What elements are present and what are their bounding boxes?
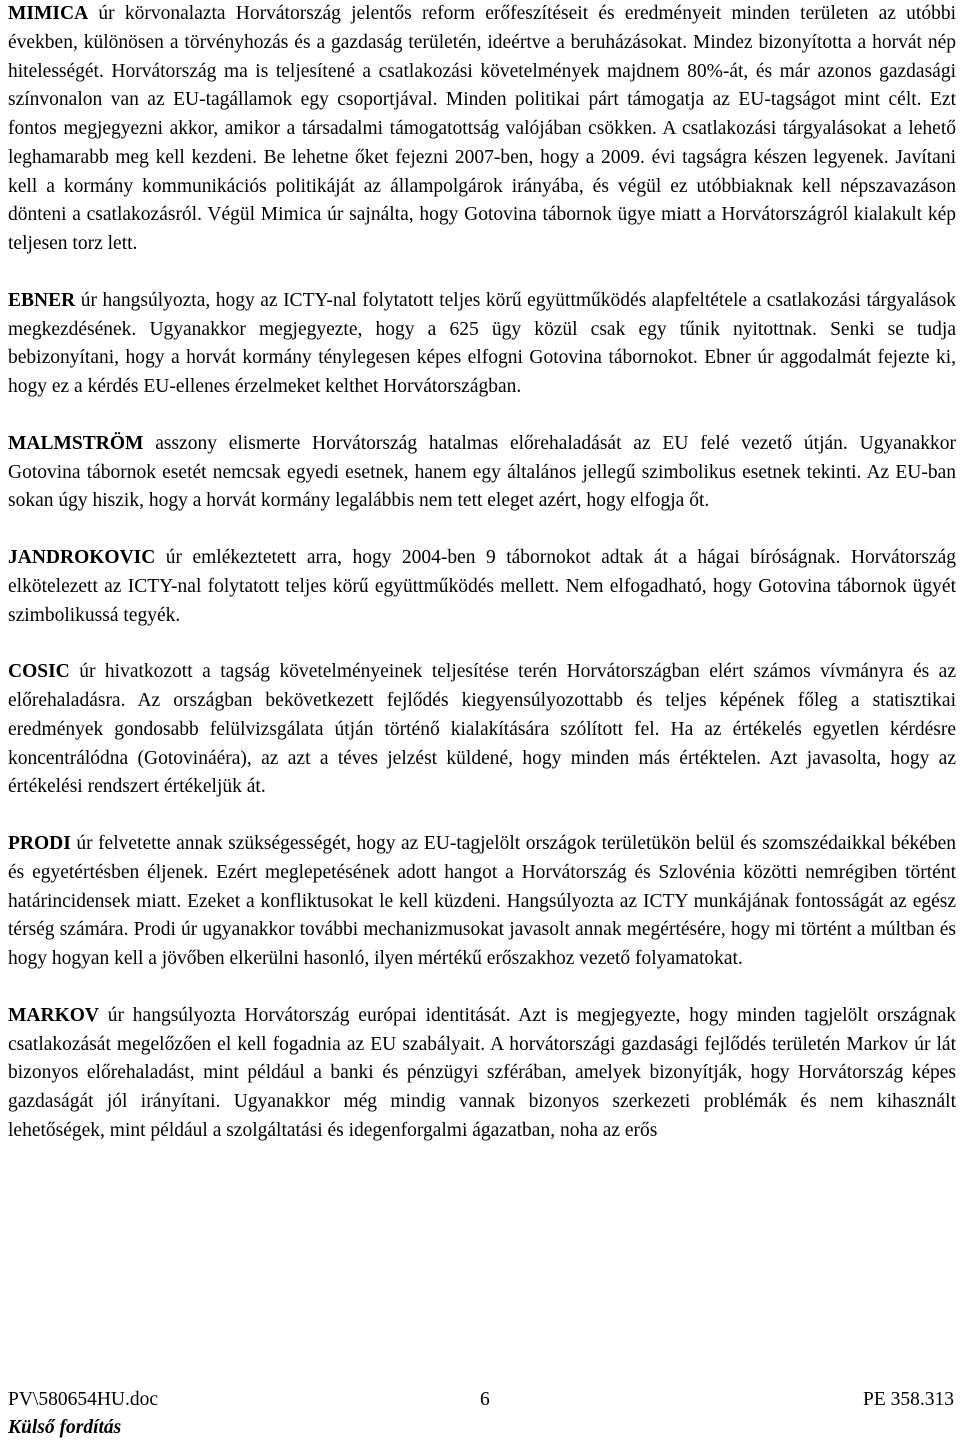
page-footer (8, 1386, 954, 1442)
paragraph-mimica (8, 0, 956, 259)
speaker-name: JANDROKOVIC (8, 547, 156, 568)
speaker-name: PRODI (8, 833, 71, 854)
speaker-name: MALMSTRÖM (8, 432, 144, 454)
paragraph-text: asszony elismerte Horvátország hatalmas előrehaladását az EU felé vezető útján. Ugyanakkor Gotovina tábornok esetét nemcsak egyedi esetnek, hanem egy általános jellegű szimbolikus esetnek tekinti. Az EU-ban sokan úgy hiszik, hogy a horvát kormány legalábbis nem tett eleget azért, hogy elfogja őt. (8, 432, 956, 512)
paragraph-ebner (8, 287, 956, 402)
paragraph-text: úr hangsúlyozta Horvátország európai identitását. Azt is megjegyezte, hogy minden tagjelölt országnak csatlakozását megelőzően el kell fogadnia az EU szabályait. A horvátországi gazdasági fejlődés területén Markov úr lát bizonyos előrehaladást, mint például a banki és pénzügyi szférában, amelyek bizonyítják, hogy Horvátország képes gazdaságát jól irányítani. Ugyanakkor még mindig vannak bizonyos szerkezeti problémák és nem kihasznált lehetőségek, mint például a szolgáltatási és idegenforgalmi ágazatban, noha az erős (8, 1004, 956, 1141)
speaker-name: MIMICA (8, 3, 89, 24)
paragraph-text: úr körvonalazta Horvátország jelentős reform erőfeszítéseit és eredményeit minden területen az utóbbi években, különösen a törvényhozás és a gazdaság területén, ideértve a beruházásokat. Mindez bizonyította a horvát nép hitelességét. Horvátország ma is teljesítené a csatlakozási követelmények majdnem 80%-át, és már azonos gazdasági színvonalon van az EU-tagállamok egy csoportjával. Minden politikai párt támogatja az EU-tagságot mint célt. Ezt fontos megjegyezni akkor, amikor a társadalmi támogatottság valójában csökken. A csatlakozási tárgyalásokat a lehető leghamarabb meg kell kezdeni. Be lehetne őket fejezni 2007-ben, hogy a 2009. évi tagságra készen legyenek. Javítani kell a kormány kommunikációs politikáját az állampolgárok irányába, és végül ez utóbbiaknak kell népszavazáson dönteni a csatlakozásról. Végül Mimica úr sajnálta, hogy Gotovina tábornok ügye miatt a Horvátországról kialakult kép teljesen torz lett. (8, 3, 956, 254)
translation-note: Külső fordítás (8, 1417, 122, 1438)
paragraph-text: úr hivatkozott a tagság követelményeinek teljesítése terén Horvátországban elért számos vívmányra és az előrehaladásra. Az országban bekövetkezett fejlődés kiegyensúlyozottabb és teljes képének főleg a statisztikai eredmények gondosabb felülvizsgálata útján történő kialakítására szólított fel. Ha az értékelés egyetlen kérdésre koncentrálódna (Gotovináéra), az azt a téves jelzést küldené, hogy minden más értéktelen. Azt javasolta, hogy az értékelési rendszert értékeljük át. (8, 661, 956, 798)
speaker-name: EBNER (8, 289, 76, 311)
speaker-name: COSIC (8, 661, 70, 683)
paragraph-cosic (8, 658, 956, 802)
paragraph-prodi (8, 830, 956, 974)
paragraph-malmstrom (8, 430, 956, 516)
paragraph-text: úr felvetette annak szükségességét, hogy az EU-tagjelölt országok területükön belül és szomszédaikkal békében és egyetértésben éljenek. Ezért meglepetésének adott hangot a Horvátország és Szlovénia közötti nemrégiben történt határincidensek miatt. Ezeket a konfliktusokat le kell küzdeni. Hangsúlyozta az ICTY munkájának fontosságát az egész térség számára. Prodi úr ugyanakkor további mechanizmusokat javasolt annak megértésére, hogy mi történt a múltban és hogy hogyan kell a jövőben elkerülni hasonló, ilyen mértékű erőszakhoz vezető folyamatokat. (8, 833, 956, 969)
speaker-name: MARKOV (8, 1004, 99, 1026)
paragraph-jandrokovic (8, 544, 956, 630)
paragraph-markov (8, 1002, 956, 1146)
document-page (8, 0, 956, 1174)
page-number: 6 (480, 1389, 490, 1410)
footer-row (8, 1386, 954, 1414)
paragraph-text: úr hangsúlyozta, hogy az ICTY-nal folytatott teljes körű együttműködés alapfeltétele a csatlakozási tárgyalások megkezdésének. Ugyanakkor megjegyezte, hogy a 625 ügy közül csak egy tűnik nyitottnak. Senki se tudja bebizonyítani, hogy a horvát kormány ténylegesen képes elfogni Gotovina tábornokot. Ebner úr aggodalmát fejezte ki, hogy ez a kérdés EU-ellenes érzelmeket kelthet Horvátországban. (8, 289, 956, 397)
pe-reference: PE 358.313 (862, 1389, 954, 1410)
document-reference: PV\580654HU.doc (8, 1389, 159, 1410)
paragraph-text: úr emlékeztetett arra, hogy 2004-ben 9 tábornokot adtak át a hágai bíróságnak. Horvátország elkötelezett az ICTY-nal folytatott teljes körű együttműködés mellett. Nem elfogadható, hogy Gotovina tábornok ügyét szimbolikussá tegyék. (8, 547, 956, 626)
